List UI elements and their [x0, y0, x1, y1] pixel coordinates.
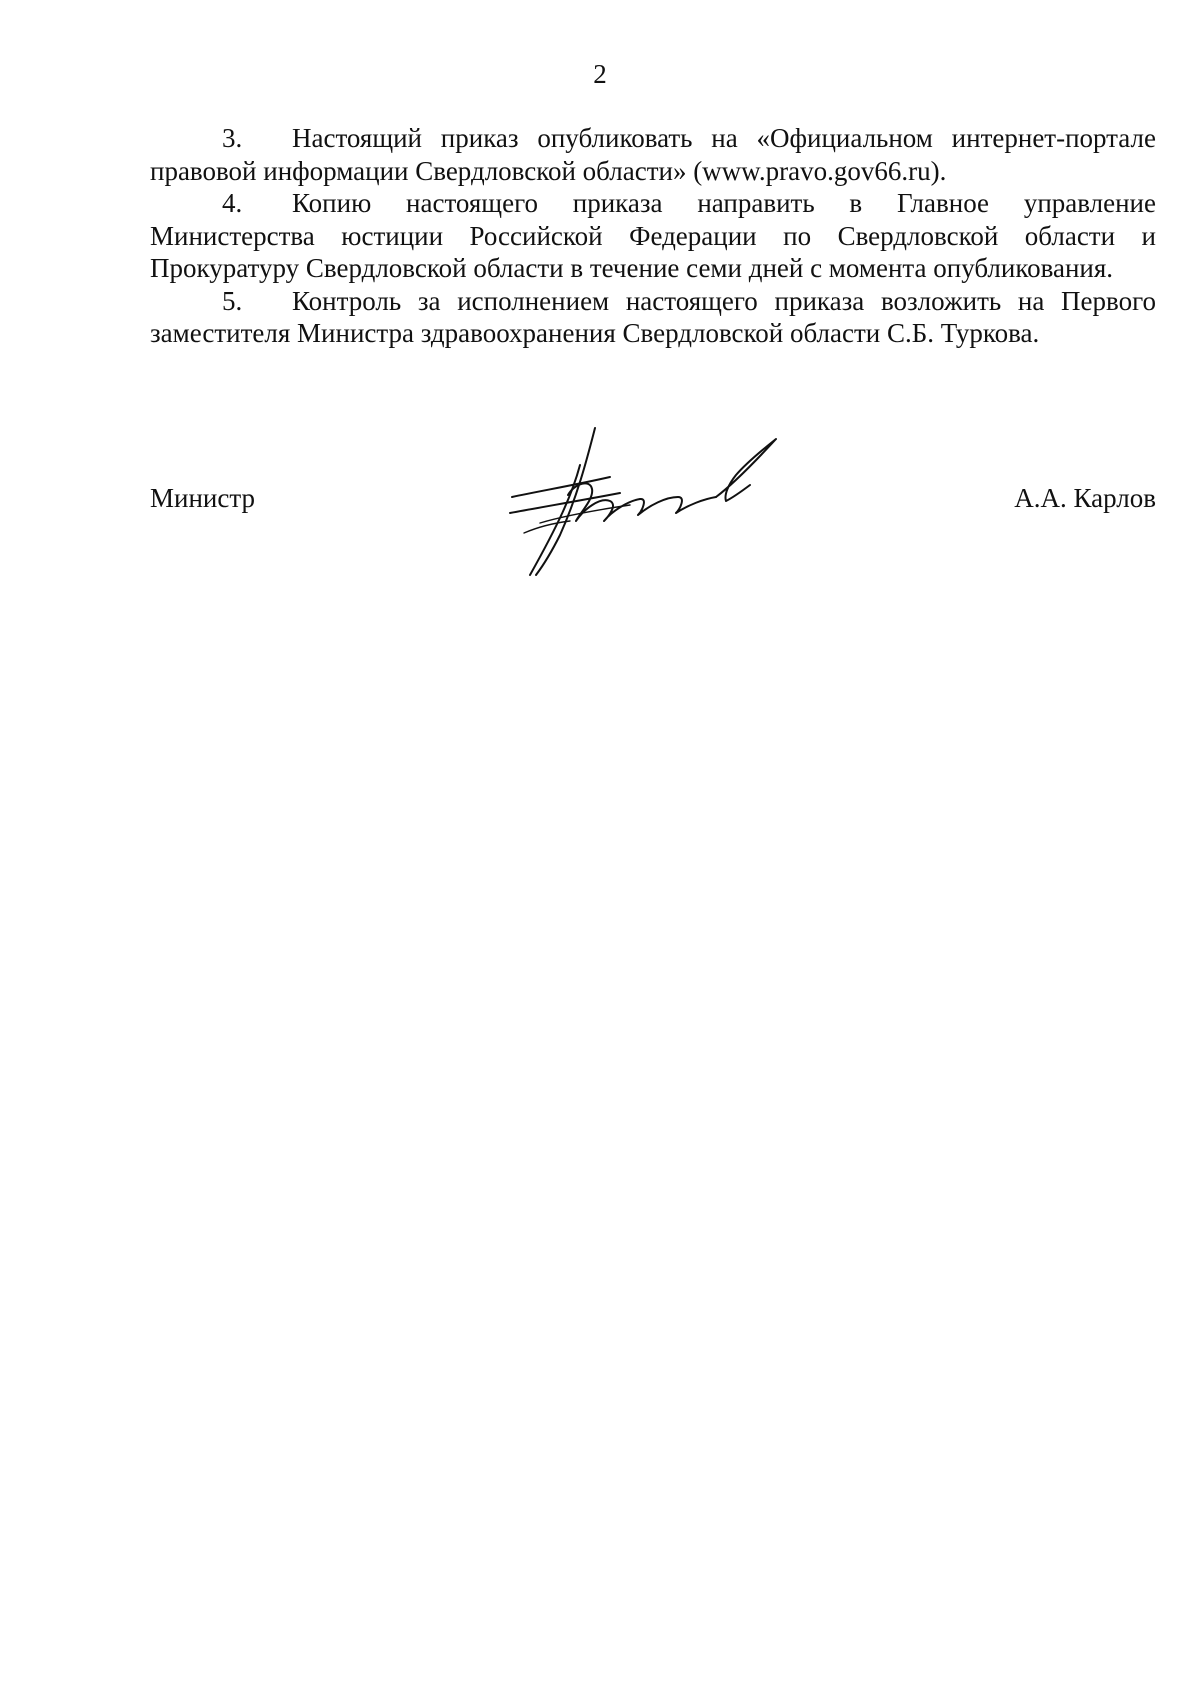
paragraph-number: 5. [222, 285, 243, 316]
signatory-position: Министр [150, 483, 255, 513]
paragraph-text: Контроль за исполнением настоящего приказа возложить на Первого заместителя Министра здравоохранения Свердловской области С.Б. Туркова. [150, 285, 1156, 348]
document-body [150, 122, 1156, 350]
paragraph-number: 3. [222, 123, 243, 153]
signatory-name: А.А. Карлов [1014, 483, 1156, 513]
handwritten-signature [480, 425, 790, 585]
paragraph-number: 4. [222, 188, 243, 218]
paragraph-text: Копию настоящего приказа направить в Главное управление Министерства юстиции Российской Федерации по Свердловской области и Прокуратуру Свердловской области в течение семи дней с момента опубликования. [150, 188, 1156, 283]
paragraph-4 [150, 187, 1156, 285]
signature-block [150, 425, 1156, 605]
paragraph-5 [150, 285, 1156, 350]
page-number: 2 [593, 59, 607, 89]
paragraph-3 [150, 122, 1156, 187]
paragraph-text: Настоящий приказ опубликовать на «Официальном интернет-портале правовой информации Свердловской области» (www.pravo.gov66.ru). [150, 123, 1156, 186]
